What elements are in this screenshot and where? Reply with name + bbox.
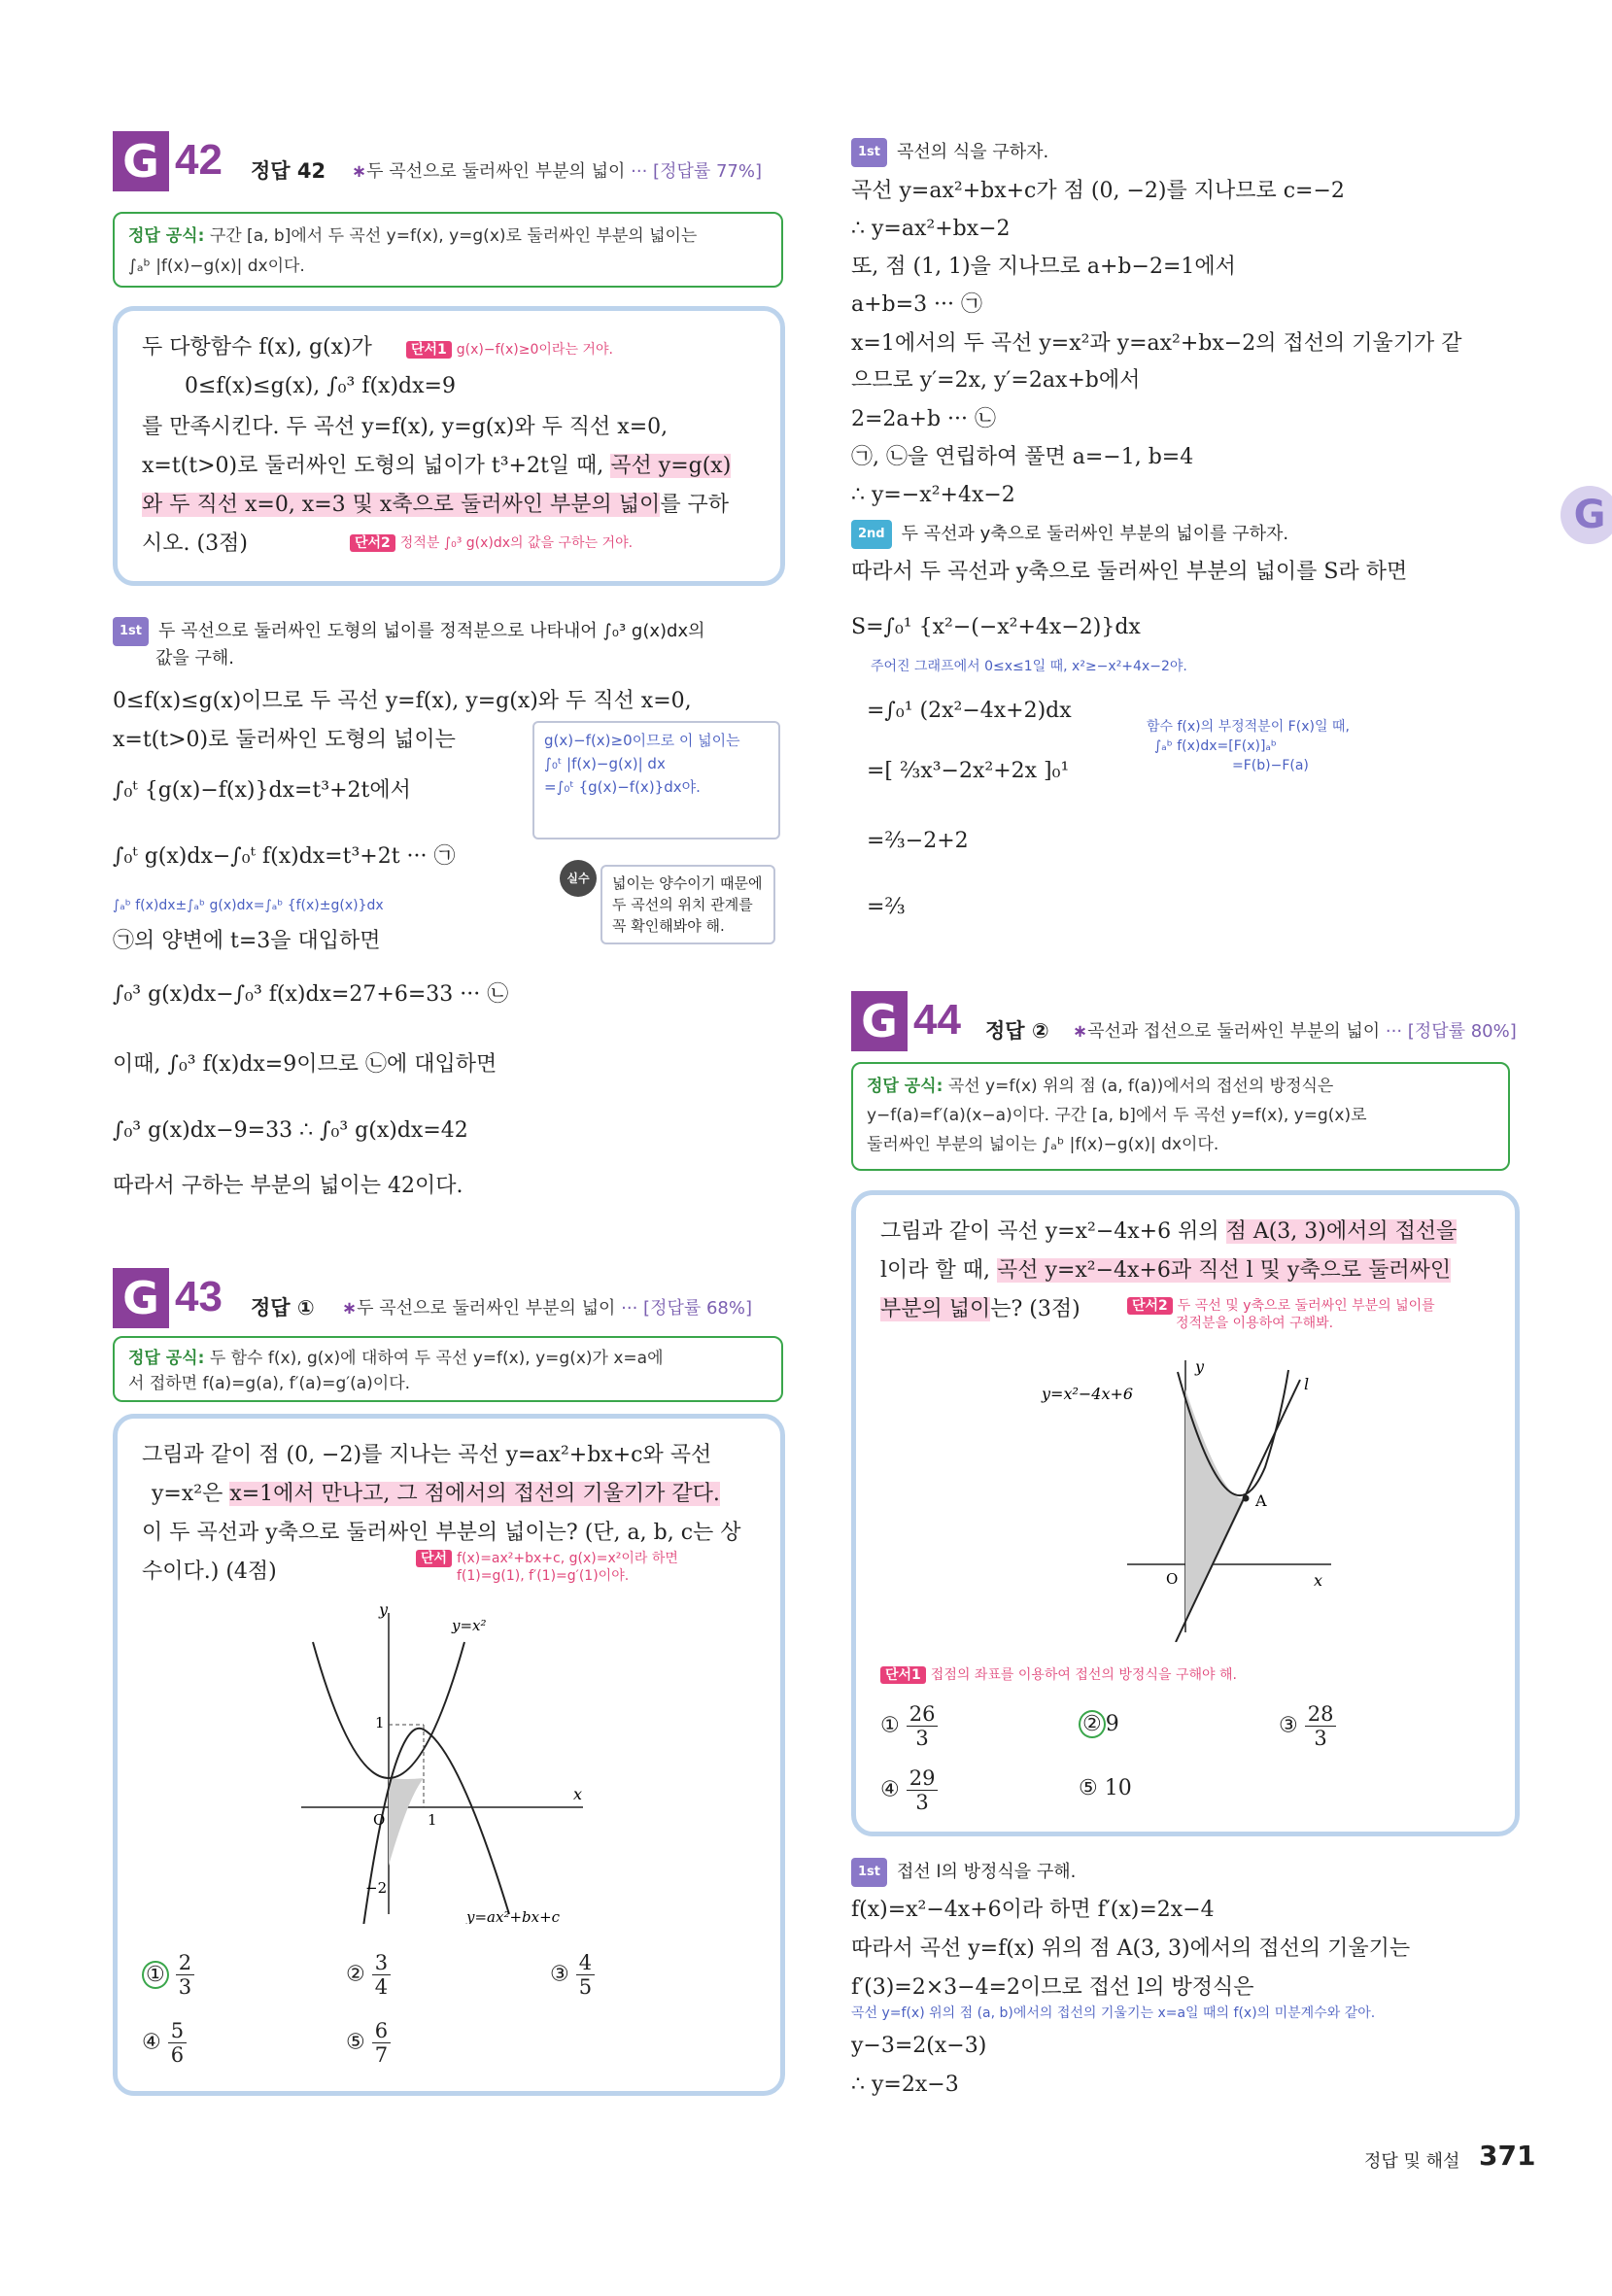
q42-step1-cont: 값을 구해.	[155, 648, 234, 668]
q42-question-line6: 시오. (3점)	[142, 531, 248, 556]
q42-sol-line9: 따라서 구하는 부분의 넓이는 42이다.	[113, 1174, 463, 1198]
q43-choice-2[interactable]: ② $\frac{3}{4}$	[346, 1951, 391, 1999]
q43-question-line4: 수이다.) (4점)	[142, 1559, 277, 1584]
q44-choice-2[interactable]: ② 9	[1079, 1712, 1119, 1736]
label-x: x	[1314, 1571, 1323, 1590]
sol43-note1: 주어진 그래프에서 0≤x≤1일 때, x²≥−x²+4x−2야.	[871, 659, 1187, 674]
sol43-line1: 곡선 y=ax²+bx+c가 점 (0, −2)를 지나므로 c=−2	[851, 179, 1345, 203]
label-y: y	[379, 1603, 389, 1619]
footer-label: 정답 및 해설	[1364, 2151, 1460, 2172]
label-origin: O	[373, 1811, 386, 1829]
q44-choice-3[interactable]: ③ $\frac{28}{3}$	[1279, 1702, 1336, 1750]
q43-question-line2: y=x²은 x=1에서 만나고, 그 점에서의 접선의 기울기가 같다.	[152, 1482, 720, 1506]
sol44-line1: f(x)=x²−4x+6이라 하면 f′(x)=2x−4	[851, 1898, 1215, 1922]
label-curve1: y=x²	[452, 1617, 487, 1634]
q43-topic: ∗두 곡선으로 둘러싸인 부분의 넓이 ··· [정답률 68%]	[342, 1298, 752, 1319]
q43-number: 43	[175, 1273, 223, 1320]
q42-sol-line8: ∫₀³ g(x)dx−9=33 ∴ ∫₀³ g(x)dx=42	[113, 1118, 468, 1143]
label-curve: y=x²−4x+6	[1042, 1385, 1134, 1403]
label-y: y	[1195, 1357, 1205, 1376]
q42-question-line2: 0≤f(x)≤g(x), ∫₀³ f(x)dx=9	[185, 374, 456, 398]
q42-sol-line2: x=t(t>0)로 둘러싸인 도형의 넓이는	[113, 728, 456, 752]
q42-hint1: 단서1 g(x)−f(x)≥0이라는 거야.	[406, 341, 613, 359]
q44-hint2: 단서2 두 곡선 및 y축으로 둘러싸인 부분의 넓이를 정적분을 이용하여 구해봐.	[1127, 1297, 1435, 1332]
q42-sol-line4: ∫₀ᵗ g(x)dx−∫₀ᵗ f(x)dx=t³+2t ··· ㉠	[113, 844, 456, 869]
page-number: 371	[1479, 2140, 1536, 2172]
sol43-line8: ㉠, ㉡을 연립하여 풀면 a=−1, b=4	[851, 445, 1194, 469]
q42-question-line3: 를 만족시킨다. 두 곡선 y=f(x), y=g(x)와 두 직선 x=0,	[142, 415, 669, 439]
label-m2: −2	[365, 1879, 388, 1897]
q44-answer: 정답 ②	[985, 1019, 1049, 1043]
q43-question-line1: 그림과 같이 점 (0, −2)를 지나는 곡선 y=ax²+bx+c와 곡선	[142, 1443, 712, 1467]
sol44-line2: 따라서 곡선 y=f(x) 위의 점 A(3, 3)에서의 접선의 기울기는	[851, 1936, 1411, 1961]
label-x: x	[573, 1785, 583, 1803]
label-1y: 1	[375, 1714, 385, 1731]
q44-hint1: 단서1 접점의 좌표를 이용하여 접선의 방정식을 구해야 해.	[880, 1666, 1237, 1684]
q44-choice-1[interactable]: ① $\frac{26}{3}$	[880, 1702, 938, 1750]
q44-choice-4[interactable]: ④ $\frac{29}{3}$	[880, 1766, 938, 1814]
q42-warning-box: 넓이는 양수이기 때문에 두 곡선의 위치 관계를 꼭 확인해봐야 해.	[600, 865, 775, 944]
point-a	[1243, 1495, 1250, 1502]
q44-question-line3: 부분의 넓이는? (3점)	[880, 1297, 1080, 1321]
q42-warning-icon: 실수	[560, 860, 597, 897]
label-curve2: y=ax²+bx+c	[466, 1908, 561, 1924]
q42-sol-line1: 0≤f(x)≤g(x)이므로 두 곡선 y=f(x), y=g(x)와 두 직선 x=0,	[113, 689, 692, 713]
q43-choice-4[interactable]: ④ $\frac{5}{6}$	[142, 2019, 187, 2067]
q44-choice-5[interactable]: ⑤ 10	[1079, 1776, 1132, 1800]
q43-graph	[292, 1603, 602, 1924]
sol44-line4: y−3=2(x−3)	[851, 2034, 987, 2058]
q44-number: 44	[913, 996, 961, 1044]
q42-sol-line7: 이때, ∫₀³ f(x)dx=9이므로 ㉡에 대입하면	[113, 1052, 497, 1077]
sol43-line15: =⅔	[867, 895, 906, 919]
sol43-line5: x=1에서의 두 곡선 y=x²과 y=ax²+bx−2의 접선의 기울기가 같	[851, 331, 1462, 356]
sol43-line7: 2=2a+b ··· ㉡	[851, 407, 997, 431]
shaded-region	[389, 1778, 424, 1866]
q43-answer: 정답 ①	[251, 1296, 315, 1319]
q44-g-badge: G	[851, 991, 908, 1051]
sol43-line2: ∴ y=ax²+bx−2	[851, 217, 1011, 241]
q42-sol-note: ∫ₐᵇ f(x)dx±∫ₐᵇ g(x)dx=∫ₐᵇ {f(x)±g(x)}dx	[113, 898, 384, 913]
label-a: A	[1255, 1491, 1267, 1510]
sol43-line3: 또, 점 (1, 1)을 지나므로 a+b−2=1에서	[851, 255, 1236, 279]
q42-question-line4: x=t(t>0)로 둘러싸인 도형의 넓이가 t³+2t일 때, 곡선 y=g(x)	[142, 454, 732, 478]
q43-g-badge: G	[113, 1268, 169, 1328]
q43-hint: 단서 f(x)=ax²+bx+c, g(x)=x²이라 하면 f(1)=g(1), f′(1)=g′(1)이야.	[416, 1550, 678, 1585]
sol43-line4: a+b=3 ··· ㉠	[851, 292, 983, 317]
sol43-line10: 따라서 두 곡선과 y축으로 둘러싸인 부분의 넓이를 S라 하면	[851, 560, 1408, 584]
sol43-line14: =⅔−2+2	[867, 829, 969, 853]
q44-graph	[1040, 1351, 1351, 1642]
sol43-line9: ∴ y=−x²+4x−2	[851, 483, 1015, 507]
q43-formula-box: 정답 공식: 두 함수 f(x), g(x)에 대하여 두 곡선 y=f(x), y=g(x)가 x=a에 서 접하면 f(a)=g(a), f′(a)=g′(a)이다.	[113, 1336, 783, 1402]
q42-topic: ∗두 곡선으로 둘러싸인 부분의 넓이 ··· [정답률 77%]	[352, 161, 762, 182]
sol43-line12: =∫₀¹ (2x²−4x+2)dx	[867, 699, 1072, 723]
q42-formula-box: 정답 공식: 구간 [a, b]에서 두 곡선 y=f(x), y=g(x)로 둘러싸인 부분의 넓이는 ∫ₐᵇ |f(x)−g(x)| dx이다.	[113, 212, 783, 288]
q43-choice-5[interactable]: ⑤ $\frac{6}{7}$	[346, 2019, 391, 2067]
q42-question-line1: 두 다항함수 f(x), g(x)가	[142, 335, 372, 360]
q42-answer: 정답 42	[251, 159, 326, 183]
sol43-line11: S=∫₀¹ {x²−(−x²+4x−2)}dx	[851, 615, 1141, 639]
q44-question-line1: 그림과 같이 곡선 y=x²−4x+6 위의 점 A(3, 3)에서의 접선을	[880, 1219, 1458, 1244]
q42-g-badge: G	[113, 131, 169, 191]
q42-side-note: g(x)−f(x)≥0이므로 이 넓이는 ∫₀ᵗ |f(x)−g(x)| dx =∫₀ᵗ {g(x)−f(x)}dx야.	[532, 721, 780, 840]
side-tab-g[interactable]: G	[1561, 486, 1612, 544]
q44-topic: ∗곡선과 접선으로 둘러싸인 부분의 넓이 ··· [정답률 80%]	[1073, 1021, 1517, 1042]
q42-sol-line6: ∫₀³ g(x)dx−∫₀³ f(x)dx=27+6=33 ··· ㉡	[113, 982, 509, 1007]
q44-formula-box: 정답 공식: 곡선 y=f(x) 위의 점 (a, f(a))에서의 접선의 방정식은 y−f(a)=f′(a)(x−a)이다. 구간 [a, b]에서 두 곡선 y=f(x), y=g(x)로 둘러싸인 부분의 넓이는 ∫ₐᵇ |f(x)−g(x)| dx이다.	[851, 1062, 1510, 1171]
label-l: l	[1304, 1375, 1310, 1393]
q42-step1: 1st 두 곡선으로 둘러싸인 도형의 넓이를 정적분으로 나타내어 ∫₀³ g(x)dx의	[113, 617, 704, 646]
sol44-line3: f′(3)=2×3−4=2이므로 접선 l의 방정식은	[851, 1975, 1254, 2000]
label-origin: O	[1166, 1570, 1179, 1588]
q42-hint2: 단서2 정적분 ∫₀³ g(x)dx의 값을 구하는 거야.	[350, 534, 633, 552]
q42-sol-line5: ㉠의 양변에 t=3을 대입하면	[113, 929, 381, 953]
sol43-line13: =[ ⅔x³−2x²+2x ]₀¹	[867, 759, 1070, 783]
sol43-step1: 1st 곡선의 식을 구하자.	[851, 138, 1048, 167]
q42-sol-line3: ∫₀ᵗ {g(x)−f(x)}dx=t³+2t에서	[113, 778, 411, 803]
sol43-line6: 으므로 y′=2x, y′=2ax+b에서	[851, 368, 1141, 393]
q42-question-line5: 와 두 직선 x=0, x=3 및 x축으로 둘러싸인 부분의 넓이를 구하	[142, 493, 730, 517]
sol44-note: 곡선 y=f(x) 위의 점 (a, b)에서의 접선의 기울기는 x=a일 때의 f(x)의 미분계수와 같아.	[851, 2005, 1376, 2021]
q43-question-line3: 이 두 곡선과 y축으로 둘러싸인 부분의 넓이는? (단, a, b, c는 상	[142, 1521, 741, 1545]
q43-choice-1[interactable]: ① $\frac{2}{3}$	[142, 1951, 194, 1999]
q44-question-line2: l이라 할 때, 곡선 y=x²−4x+6과 직선 l 및 y축으로 둘러싸인	[880, 1258, 1452, 1283]
sol43-note2: 함수 f(x)의 부정적분이 F(x)일 때, ∫ₐᵇ f(x)dx=[F(x)]ₐᵇ =F(b)−F(a)	[1147, 719, 1350, 773]
sol43-step2: 2nd 두 곡선과 y축으로 둘러싸인 부분의 넓이를 구하자.	[851, 520, 1288, 549]
q43-choice-3[interactable]: ③ $\frac{4}{5}$	[550, 1951, 595, 1999]
label-1x: 1	[428, 1811, 437, 1829]
sol44-step1: 1st 접선 l의 방정식을 구해.	[851, 1858, 1076, 1887]
sol44-line5: ∴ y=2x−3	[851, 2073, 959, 2097]
q42-number: 42	[175, 136, 223, 184]
